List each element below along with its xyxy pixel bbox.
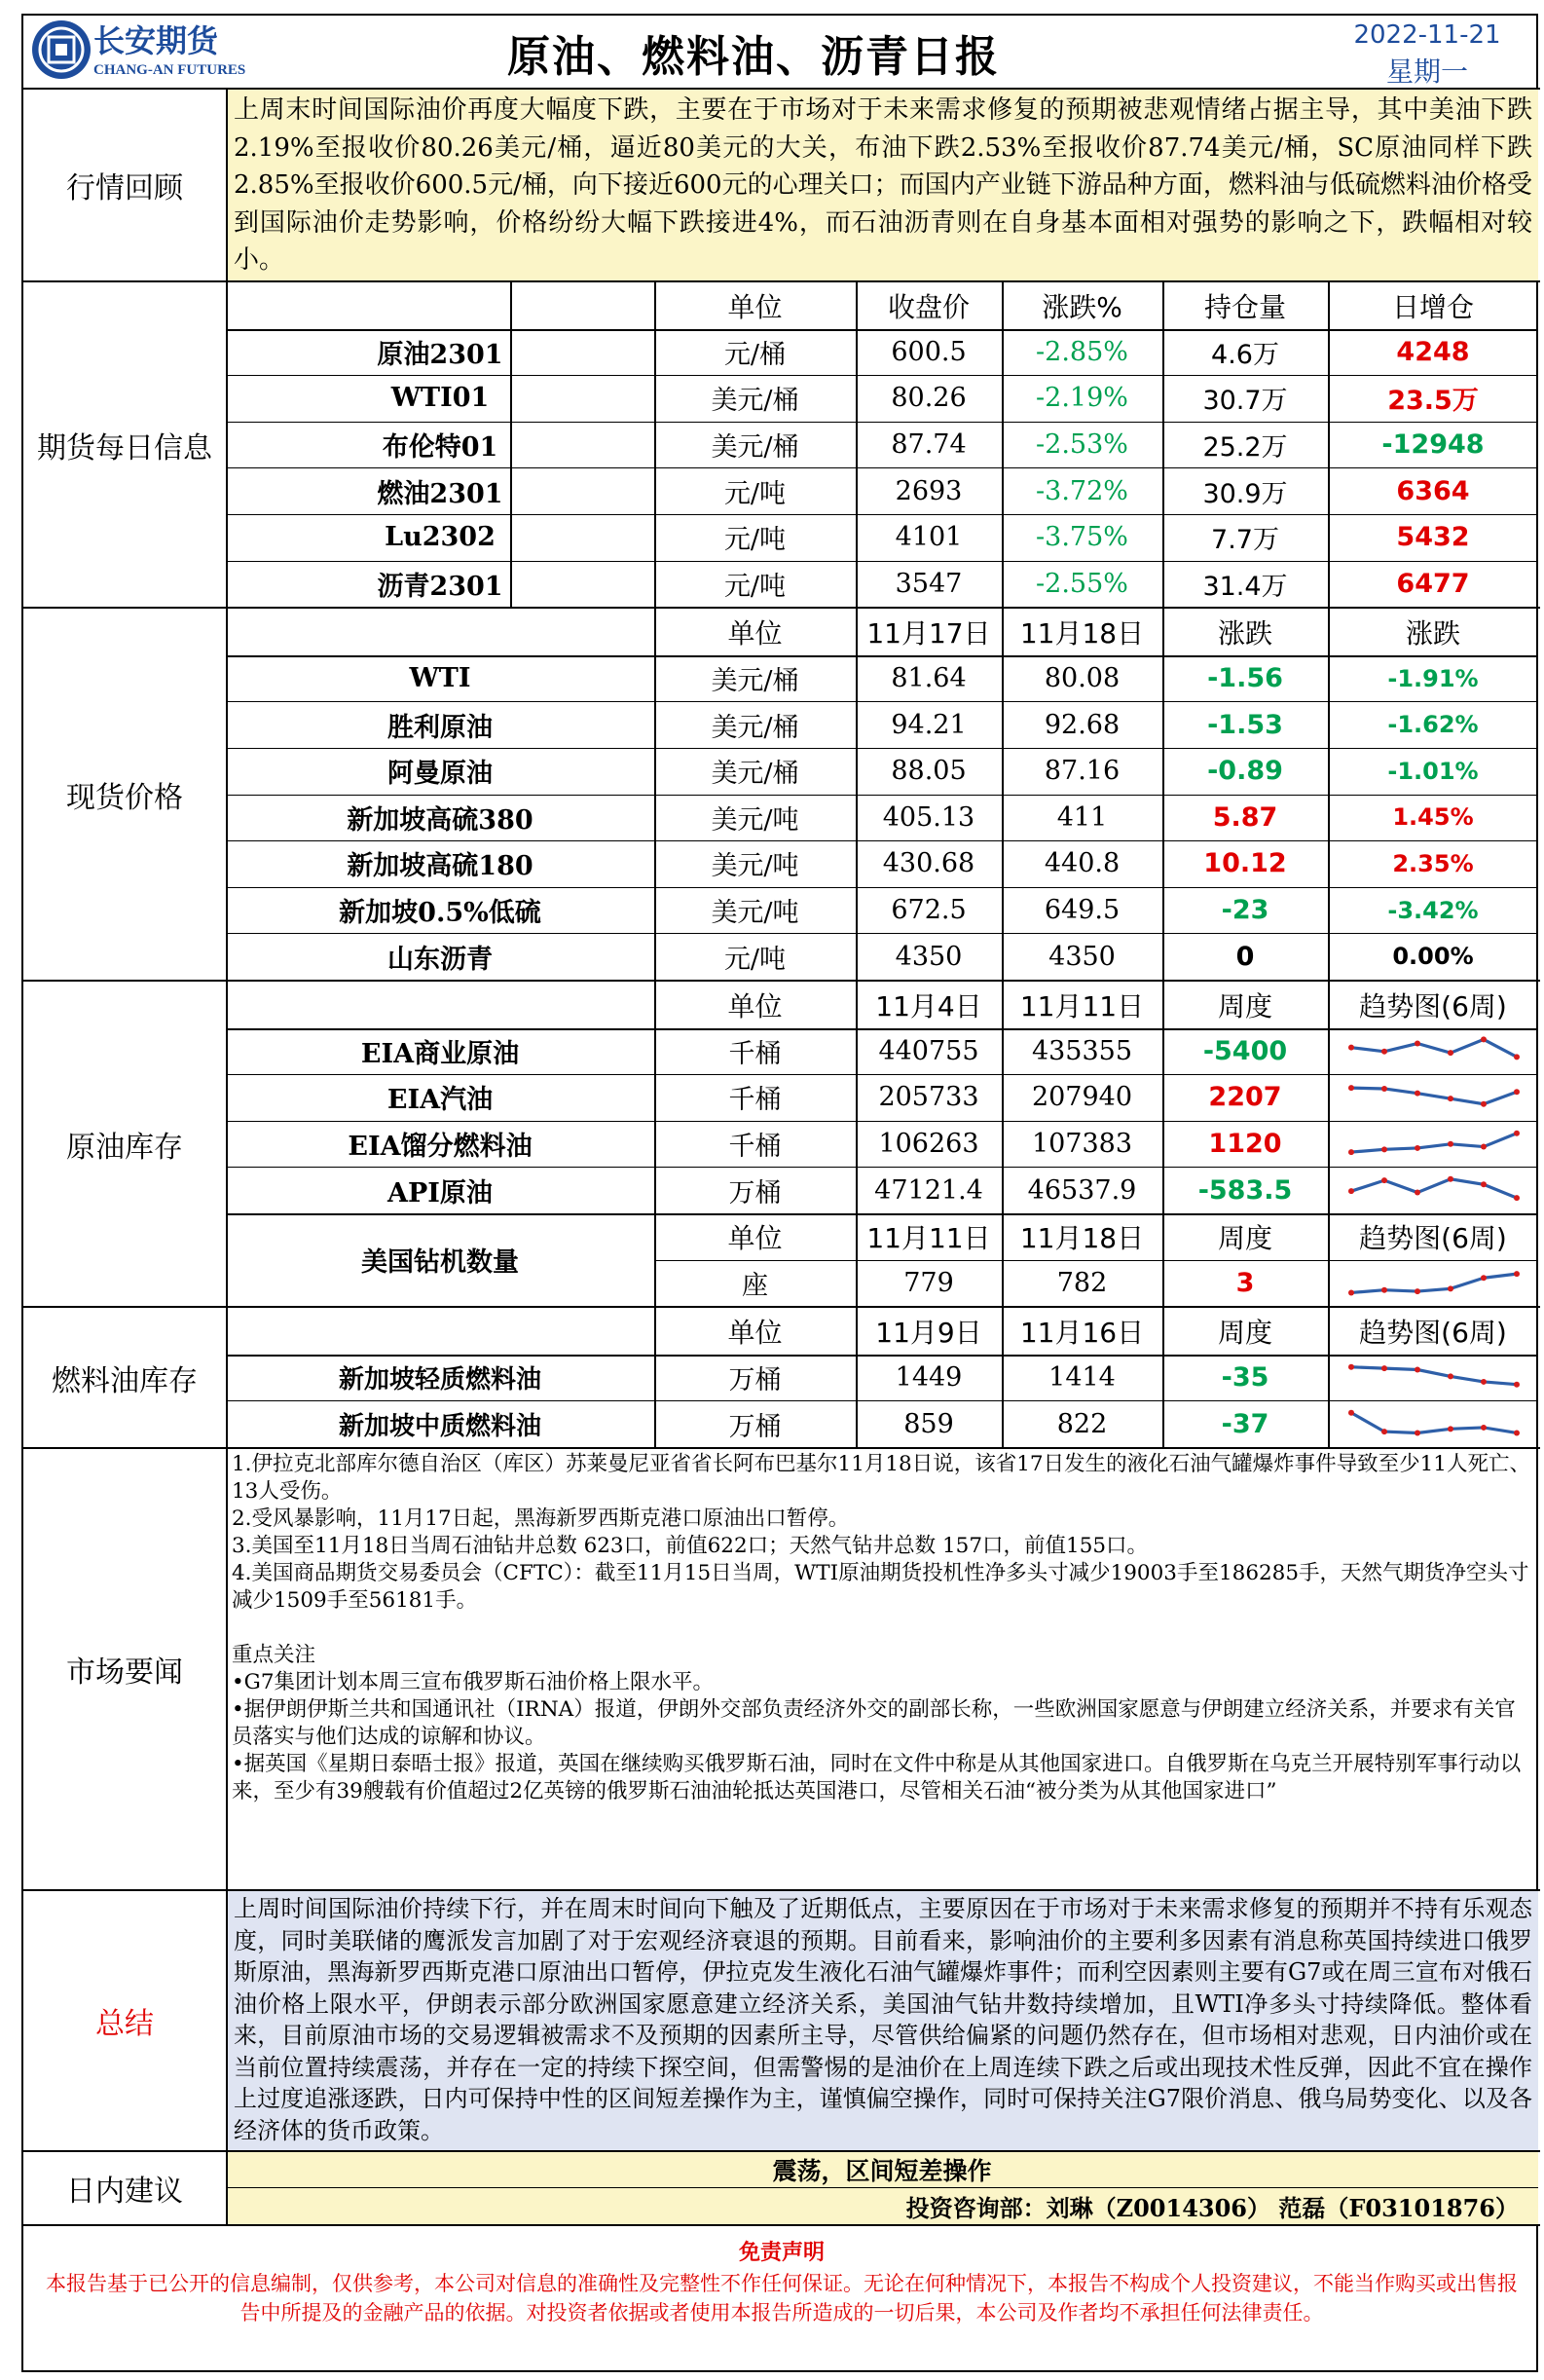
futures-row-oi: 7.7万 — [1211, 525, 1279, 556]
fuel-row-unit: 万桶 — [728, 1365, 782, 1396]
futures-row-close: 600.5 — [891, 336, 967, 367]
trend-point — [1481, 1101, 1487, 1107]
futures-row-chg: -2.19% — [1036, 383, 1128, 414]
trend-point — [1415, 1040, 1420, 1046]
crude-row-unit: 千桶 — [728, 1038, 782, 1069]
news-item: 3.美国至11月18日当周石油钻井总数 623口，前值622口；天然气钻井总数 157口，前值155口。 — [232, 1534, 1149, 1558]
futures-row-chg: -2.53% — [1036, 429, 1128, 461]
focus-item: •据英国《星期日泰晤士报》报道，英国在继续购买俄罗斯石油，同时在文件中称是从其他国家进口。自俄罗斯在乌克兰开展特别军事行动以来，至少有39艘载有价值超过2亿英镑的俄罗斯石油油轮抵达英国港口，尽管相关石油“被分类为从其他国家进口” — [232, 1752, 1522, 1804]
futures-row-name: 燃油2301 — [377, 478, 503, 509]
rig-value2: 782 — [1056, 1267, 1108, 1298]
trend-point — [1381, 1178, 1387, 1184]
fuel-row-value2: 822 — [1056, 1408, 1108, 1439]
disclaimer-text: 本报告基于已公开的信息编制，仅供参考，本公司对信息的准确性及完整性不作任何保证。无论在何种情况下，本报告不构成个人投资建议，不能当作购买或出售报告中所提及的金融产品的依据。对投资者依据或者使用本报告所造成的一切后果，本公司及作者均不承担任何法律责任。 — [46, 2272, 1518, 2324]
spot-row-unit: 美元/吨 — [711, 851, 799, 882]
report-date: 2022-11-21 — [1353, 20, 1501, 50]
trend-point — [1448, 1285, 1453, 1291]
rig-header: 趋势图(6周) — [1359, 1221, 1507, 1254]
crude-inventory-label: 原油库存 — [66, 1130, 183, 1165]
crude-header: 趋势图(6周) — [1359, 989, 1507, 1023]
futures-row-name: 沥青2301 — [377, 571, 503, 602]
futures-row-oi: 25.2万 — [1202, 432, 1288, 464]
futures-row-unit: 元/吨 — [723, 571, 787, 602]
spot-header: 11月18日 — [1019, 616, 1145, 650]
trend-point — [1514, 1431, 1520, 1436]
fuel-trend-chart — [1342, 1406, 1526, 1441]
rule — [226, 90, 228, 280]
spot-row-pct: -1.01% — [1387, 757, 1479, 785]
futures-row-oi: 4.6万 — [1211, 339, 1279, 370]
futures-header: 日增仓 — [1391, 290, 1474, 323]
news-item: 2.受风暴影响，11月17日起，黑海新罗西斯克港口原油出口暂停。 — [232, 1506, 850, 1531]
trend-line — [1351, 1088, 1517, 1104]
spot-row-unit: 美元/吨 — [711, 898, 799, 929]
company-name-cn: 长安期货 — [93, 22, 219, 59]
futures-row-oi: 30.7万 — [1202, 386, 1288, 417]
trend-point — [1381, 1365, 1387, 1371]
spot-row-price2: 649.5 — [1044, 895, 1121, 926]
spot-row-price1: 430.68 — [882, 848, 975, 879]
futures-row-close: 87.74 — [891, 429, 967, 461]
trend-point — [1381, 1048, 1387, 1054]
spot-row-price1: 94.21 — [891, 709, 967, 740]
futures-row-unit: 美元/桶 — [711, 386, 799, 417]
spot-row-price2: 87.16 — [1044, 756, 1121, 787]
report-title: 原油、燃料油、沥青日报 — [507, 32, 1000, 82]
futures-row-name: WTI01 — [390, 383, 490, 414]
report-weekday: 星期一 — [1385, 56, 1468, 88]
rig-unit: 座 — [742, 1270, 768, 1301]
trend-point — [1348, 1410, 1354, 1416]
report-page — [21, 14, 1538, 2372]
crude-row-unit: 千桶 — [728, 1085, 782, 1116]
rig-count-name: 美国钻机数量 — [361, 1247, 519, 1279]
crude-row-name: EIA馏分燃料油 — [348, 1132, 533, 1163]
spot-row-name: 山东沥青 — [387, 944, 493, 975]
futures-row-chg: -3.75% — [1036, 522, 1128, 553]
trend-point — [1381, 1429, 1387, 1434]
crude-row-change: 1120 — [1208, 1129, 1282, 1160]
trend-line — [1351, 1179, 1517, 1198]
futures-row-chg: -2.85% — [1036, 336, 1128, 367]
spot-row-price2: 440.8 — [1044, 848, 1121, 879]
rig-header: 11月11日 — [866, 1221, 991, 1254]
spot-row-price1: 672.5 — [891, 895, 967, 926]
rig-header: 11月18日 — [1019, 1221, 1145, 1254]
trend-point — [1448, 1427, 1453, 1432]
spot-row-pct: 2.35% — [1392, 849, 1474, 877]
futures-row-chg: -2.55% — [1036, 568, 1128, 599]
fuel-header: 周度 — [1217, 1316, 1272, 1349]
fuel-row-unit: 万桶 — [728, 1411, 782, 1442]
fuel-header: 单位 — [727, 1316, 783, 1349]
trend-point — [1381, 1086, 1387, 1092]
crude-trend-chart — [1342, 1080, 1526, 1115]
crude-header: 11月4日 — [875, 989, 982, 1023]
spot-row-change: 5.87 — [1212, 801, 1278, 833]
spot-row-name: 新加坡高硫180 — [347, 851, 533, 882]
spot-row-name: WTI — [409, 663, 471, 694]
fuel-row-value2: 1414 — [1048, 1362, 1116, 1394]
spot-row-pct: 0.00% — [1392, 943, 1474, 971]
spot-row-price1: 405.13 — [882, 801, 975, 833]
spot-row-price2: 4350 — [1048, 941, 1116, 972]
rig-header: 单位 — [727, 1221, 783, 1254]
trend-point — [1448, 1373, 1453, 1379]
crude-row-value2: 435355 — [1031, 1035, 1133, 1066]
fuel-header: 11月16日 — [1019, 1316, 1145, 1349]
fuel-header: 趋势图(6周) — [1359, 1316, 1507, 1349]
trend-point — [1514, 1195, 1520, 1201]
spot-row-unit: 美元/桶 — [711, 712, 799, 743]
trend-point — [1481, 1036, 1487, 1042]
spot-row-price1: 81.64 — [891, 663, 967, 694]
futures-row-close: 80.26 — [891, 383, 967, 414]
spot-row-change: 10.12 — [1203, 848, 1287, 879]
futures-row-unit: 元/吨 — [723, 478, 787, 509]
summary-label: 总结 — [95, 2007, 154, 2041]
spot-row-price2: 411 — [1056, 801, 1108, 833]
crude-row-value1: 205733 — [878, 1082, 979, 1113]
futures-row-oi-chg: 6477 — [1396, 568, 1470, 599]
trend-point — [1415, 1431, 1420, 1436]
futures-row-name: 布伦特01 — [382, 432, 498, 464]
trend-line — [1351, 1039, 1517, 1057]
trend-point — [1381, 1146, 1387, 1152]
crude-row-change: -583.5 — [1197, 1174, 1293, 1206]
crude-row-name: EIA汽油 — [386, 1085, 494, 1116]
trend-point — [1448, 1096, 1453, 1101]
focus-title: 重点关注 — [232, 1643, 316, 1667]
fuel-row-name: 新加坡轻质燃料油 — [338, 1365, 541, 1395]
crude-row-change: -5400 — [1202, 1035, 1288, 1066]
spot-header: 单位 — [727, 616, 783, 650]
trend-point — [1514, 1054, 1520, 1060]
futures-row-oi-chg: 4248 — [1396, 336, 1470, 367]
futures-row-unit: 元/桶 — [723, 339, 787, 370]
trend-point — [1448, 1141, 1453, 1147]
crude-header: 周度 — [1217, 989, 1272, 1023]
trend-point — [1348, 1189, 1354, 1195]
spot-header: 涨跌 — [1217, 616, 1272, 650]
rule — [226, 1891, 228, 2150]
trend-point — [1415, 1288, 1420, 1294]
trend-point — [1481, 1425, 1487, 1431]
trend-point — [1514, 1381, 1520, 1387]
spot-label: 现货价格 — [66, 780, 183, 815]
spot-row-change: -1.53 — [1207, 709, 1283, 740]
futures-row-oi-chg: 6364 — [1396, 475, 1470, 506]
spot-row-change: -23 — [1221, 895, 1269, 926]
trend-point — [1348, 1149, 1354, 1155]
crude-row-value1: 106263 — [878, 1129, 979, 1160]
futures-row-oi-chg: 5432 — [1396, 522, 1470, 553]
crude-row-unit: 千桶 — [728, 1132, 782, 1163]
crude-header: 单位 — [727, 989, 783, 1023]
trend-point — [1348, 1364, 1354, 1370]
focus-item: •据伊朗伊斯兰共和国通讯社（IRNA）报道，伊朗外交部负责经济外交的副部长称，一些欧洲国家愿意与伊朗建立经济关系，并要求有关官员落实与他们达成的谅解和协议。 — [232, 1697, 1516, 1749]
trend-line — [1351, 1134, 1517, 1152]
fuel-inventory-label: 燃料油库存 — [52, 1363, 198, 1398]
consult-contact: 投资咨询部：刘琳（Z0014306） 范磊（F03101876） — [905, 2193, 1519, 2222]
futures-row-close: 2693 — [895, 475, 963, 506]
crude-row-name: EIA商业原油 — [360, 1038, 520, 1069]
futures-row-oi: 30.9万 — [1202, 478, 1288, 509]
futures-row-name: Lu2302 — [385, 522, 496, 553]
spot-row-change: 0 — [1235, 941, 1255, 972]
futures-header: 持仓量 — [1203, 290, 1286, 323]
spot-row-pct: -1.62% — [1387, 711, 1479, 739]
spot-row-unit: 美元/吨 — [711, 804, 799, 836]
spot-row-name: 阿曼原油 — [387, 759, 493, 790]
spot-row-price1: 4350 — [895, 941, 963, 972]
rig-header: 周度 — [1217, 1221, 1272, 1254]
trend-point — [1348, 1044, 1354, 1050]
market-review-text: 上周末时间国际油价再度大幅度下跌，主要在于市场对于未来需求修复的预期被悲观情绪占据主导，其中美油下跌2.19%至报收价80.26美元/桶，逼近80美元的大关，布油下跌2.53%至报收价87.74美元/桶，SC原油同样下跌2.85%至报收价600.5元/桶，向下接近600元的心理关口；而国内产业链下游品种方面，燃料油与低硫燃料油价格受到国际油价走势影响，价格纷纷大幅下跌接进4%，而石油沥青则在自身基本面相对强势的影响之下，跌幅相对较小。 — [234, 95, 1532, 275]
crude-row-value2: 207940 — [1031, 1082, 1133, 1113]
trend-point — [1514, 1271, 1520, 1277]
crude-row-value1: 440755 — [878, 1035, 979, 1066]
focus-item: •G7集团计划本周三宣布俄罗斯石油价格上限水平。 — [232, 1670, 715, 1694]
crude-row-value1: 47121.4 — [874, 1174, 983, 1206]
spot-row-name: 新加坡高硫380 — [347, 804, 533, 836]
spot-header: 涨跌 — [1405, 616, 1460, 650]
spot-row-unit: 元/吨 — [723, 944, 787, 975]
spot-row-name: 胜利原油 — [387, 712, 493, 743]
spot-row-name: 新加坡0.5%低硫 — [339, 898, 541, 929]
futures-header: 收盘价 — [887, 290, 970, 323]
rule — [23, 1447, 1540, 1449]
fuel-row-change: -35 — [1221, 1362, 1269, 1394]
spot-row-change: -0.89 — [1207, 756, 1283, 787]
trend-point — [1481, 1275, 1487, 1281]
spot-row-unit: 美元/桶 — [711, 759, 799, 790]
news-item: 4.美国商品期货交易委员会（CFTC）：截至11月15日当周，WTI原油期货投机性净多头寸减少19003手至186285手，天然气期货净空头寸减少1509手至56181手。 — [232, 1561, 1529, 1613]
futures-row-oi-chg: 23.5万 — [1387, 386, 1479, 417]
spot-row-price2: 92.68 — [1044, 709, 1121, 740]
rig-change: 3 — [1235, 1267, 1255, 1298]
futures-row-chg: -3.72% — [1036, 475, 1128, 506]
rig-trend-chart — [1342, 1266, 1526, 1301]
futures-label: 期货每日信息 — [37, 430, 212, 465]
trend-point — [1481, 1182, 1487, 1188]
fuel-row-name: 新加坡中质燃料油 — [338, 1411, 541, 1441]
fuel-row-value1: 1449 — [895, 1362, 963, 1394]
crude-row-value2: 107383 — [1031, 1129, 1133, 1160]
crude-row-unit: 万桶 — [728, 1177, 782, 1209]
futures-row-unit: 元/吨 — [723, 525, 787, 556]
trend-point — [1415, 1145, 1420, 1151]
trend-point — [1514, 1089, 1520, 1095]
spacer — [232, 1615, 1532, 1642]
news-content — [232, 1451, 1532, 1805]
spot-row-price2: 80.08 — [1044, 663, 1121, 694]
summary-text: 上周时间国际油价持续下行，并在周末时间向下触及了近期低点，主要原因在于市场对于未来需求修复的预期并不持有乐观态度，同时美联储的鹰派发言加剧了对于宏观经济衰退的预期。目前看来，影响油价的主要利多因素有消息称英国持续进口俄罗斯原油，黑海新罗西斯克港口原油出口暂停，伊拉克发生液化石油气罐爆炸事件；而利空因素则主要有G7或在周三宣布对俄石油价格上限水平，伊朗表示部分欧洲国家愿意建立经济关系，美国油气钻井数持续增加，且WTI净多头寸持续降低。整体看来，目前原油市场的交易逻辑被需求不及预期的因素所主导，尽管供给偏紧的问题仍然存在，但市场相对悲观，日内油价或在当前位置持续震荡，并存在一定的持续下探空间，但需警惕的是油价在上周连续下跌之后或出现技术性反弹，因此不宜在操作上过度追涨逐跌，日内可保持中性的区间短差操作为主，谨慎偏空操作，同时可保持关注G7限价消息、俄乌局势变化、以及各经济体的货币政策。 — [234, 1895, 1532, 2144]
company-logo-icon — [29, 18, 93, 82]
futures-row-oi-chg: -12948 — [1381, 429, 1485, 461]
news-label: 市场要闻 — [66, 1655, 183, 1690]
futures-row-oi: 31.4万 — [1202, 571, 1288, 602]
spot-header: 11月17日 — [866, 616, 991, 650]
futures-header: 单位 — [727, 290, 783, 323]
futures-row-close: 4101 — [895, 522, 963, 553]
trend-line — [1351, 1413, 1517, 1433]
crude-row-value2: 46537.9 — [1027, 1174, 1137, 1206]
futures-header: 涨跌% — [1042, 290, 1122, 323]
advice-text: 震荡，区间短差操作 — [772, 2157, 992, 2185]
spot-row-change: -1.56 — [1207, 663, 1283, 694]
rule — [226, 1449, 228, 1889]
disclaimer-title: 免责声明 — [738, 2239, 825, 2265]
trend-line — [1351, 1274, 1517, 1292]
trend-point — [1514, 1131, 1520, 1136]
spot-row-price1: 88.05 — [891, 756, 967, 787]
futures-row-name: 原油2301 — [377, 339, 503, 370]
spot-row-unit: 美元/桶 — [711, 666, 799, 697]
crude-trend-chart — [1342, 1127, 1526, 1162]
spot-row-pct: -1.91% — [1387, 664, 1479, 692]
market-review-label: 行情回顾 — [66, 171, 183, 205]
trend-point — [1415, 1091, 1420, 1097]
fuel-row-value1: 859 — [903, 1408, 954, 1439]
crude-header: 11月11日 — [1019, 989, 1145, 1023]
spot-row-pct: -3.42% — [1387, 896, 1479, 924]
fuel-row-change: -37 — [1221, 1408, 1269, 1439]
spot-row-pct: 1.45% — [1392, 803, 1474, 832]
crude-trend-chart — [1342, 1172, 1526, 1208]
rule — [23, 2224, 1540, 2226]
trend-point — [1448, 1050, 1453, 1056]
news-item: 1.伊拉克北部库尔德自治区（库区）苏莱曼尼亚省省长阿布巴基尔11月18日说，该省17日发生的液化石油气罐爆炸事件导致至少11人死亡、13人受伤。 — [232, 1452, 1530, 1504]
futures-row-close: 3547 — [895, 568, 963, 599]
trend-line — [1351, 1367, 1517, 1385]
trend-point — [1348, 1289, 1354, 1295]
crude-trend-chart — [1342, 1034, 1526, 1069]
rig-value1: 779 — [903, 1267, 954, 1298]
trend-point — [1415, 1190, 1420, 1196]
company-name-en: CHANG-AN FUTURES — [93, 61, 246, 78]
fuel-trend-chart — [1342, 1360, 1526, 1395]
advice-label: 日内建议 — [66, 2175, 183, 2209]
futures-row-unit: 美元/桶 — [711, 432, 799, 464]
crude-row-name: API原油 — [387, 1177, 493, 1209]
trend-point — [1448, 1176, 1453, 1182]
crude-row-change: 2207 — [1208, 1082, 1282, 1113]
trend-point — [1348, 1085, 1354, 1091]
trend-point — [1481, 1379, 1487, 1385]
trend-point — [1481, 1143, 1487, 1149]
trend-point — [1381, 1286, 1387, 1292]
trend-point — [1415, 1366, 1420, 1372]
fuel-header: 11月9日 — [875, 1316, 982, 1349]
